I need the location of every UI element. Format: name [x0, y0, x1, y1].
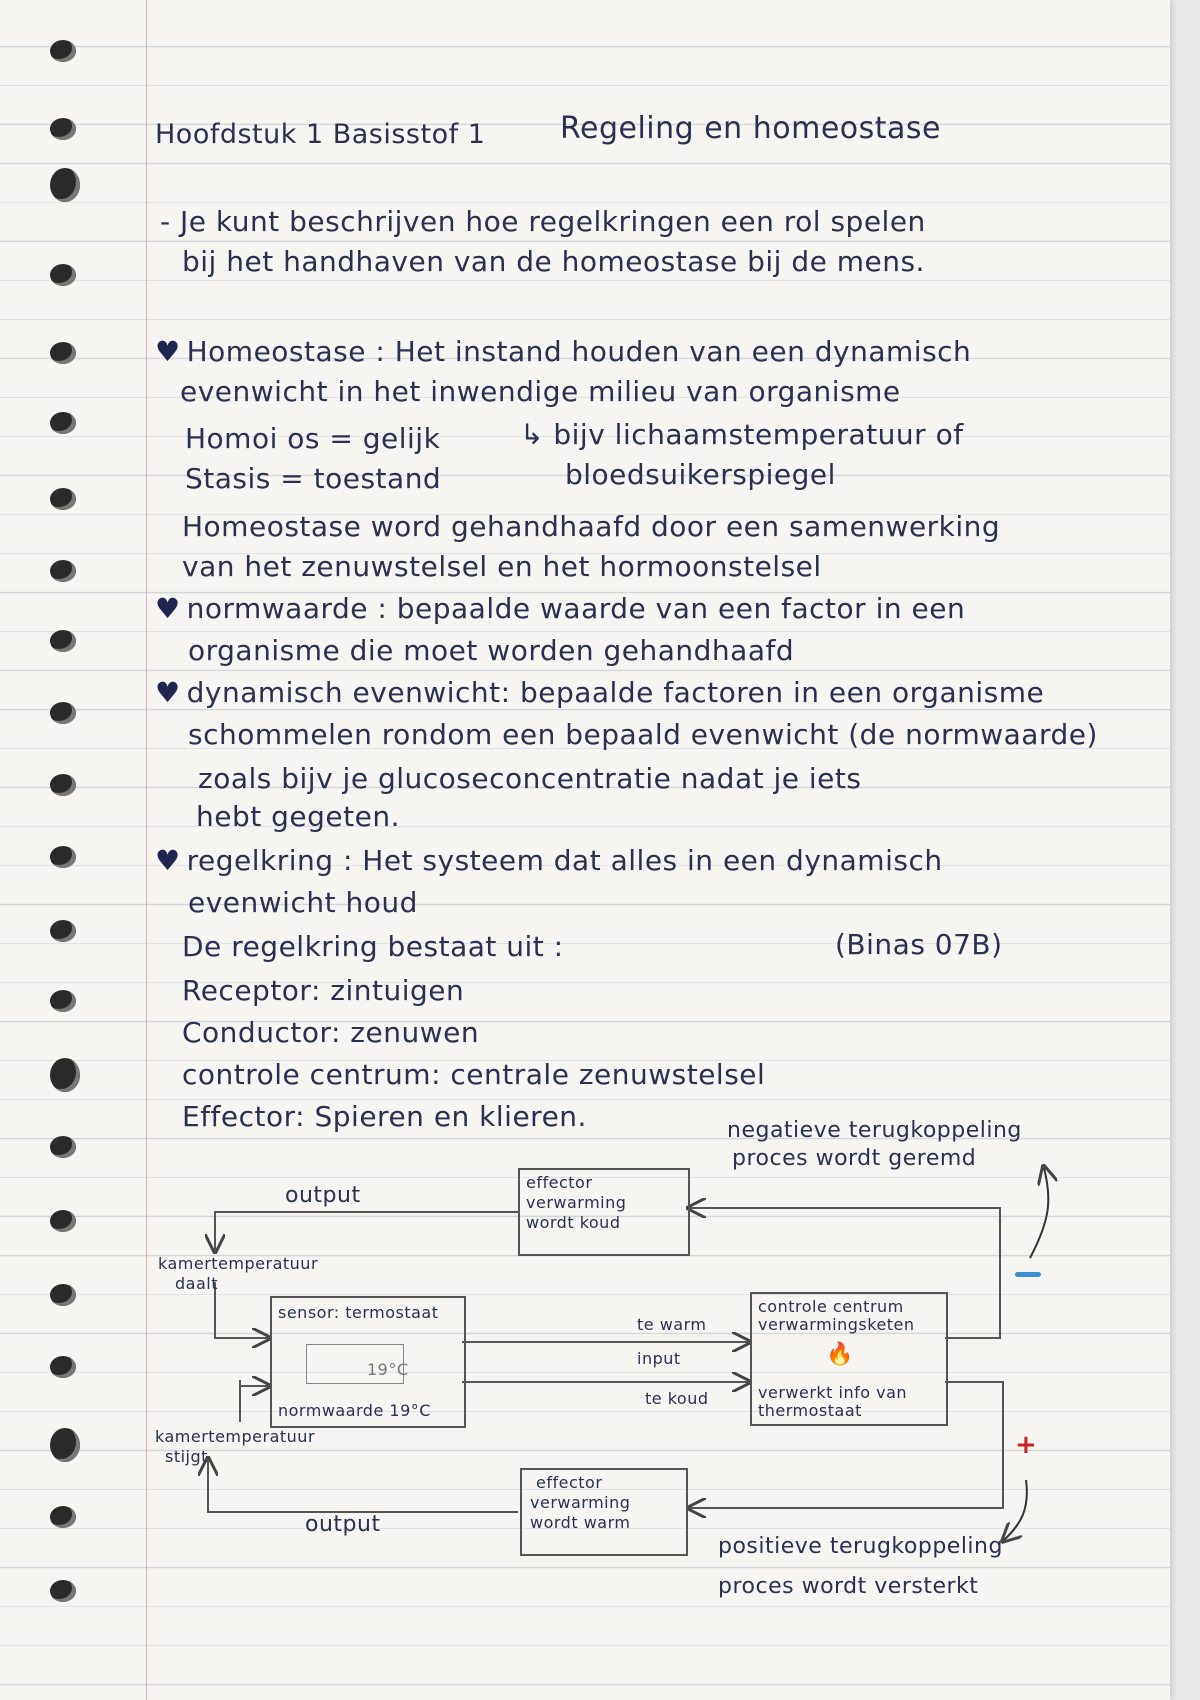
plus-sign: +	[1015, 1430, 1038, 1460]
control-center-device: verwarmingsketen	[758, 1315, 915, 1334]
thermostat-display	[306, 1344, 409, 1384]
heart-icon: ♥	[155, 335, 181, 368]
room-temp-falls-label-2: daalt	[175, 1274, 218, 1293]
control-center-process-2: thermostaat	[758, 1401, 862, 1420]
effector-bottom-device: verwarming	[530, 1493, 631, 1512]
heart-icon: ♥	[155, 676, 181, 709]
room-temp-rises-label-1: kamertemperatuur	[155, 1427, 316, 1446]
effector-line: Effector: Spieren en klieren.	[182, 1100, 587, 1133]
homeostase-definition: ♥ Homeostase : Het instand houden van een dynamisch	[155, 335, 972, 368]
regelkring-definition: ♥ regelkring : Het systeem dat alles in een dynamisch	[155, 844, 943, 877]
goal-line-2: bij het handhaven van de homeostase bij de mens.	[182, 245, 925, 278]
flame-icon: 🔥	[826, 1342, 854, 1367]
positive-feedback-sublabel: proces wordt versterkt	[718, 1574, 979, 1599]
sensor-title: sensor: termostaat	[278, 1303, 439, 1322]
stasis-line: Stasis = toestand	[185, 462, 442, 495]
example-line-1: ↳ bijv lichaamstemperatuur of	[520, 418, 964, 451]
output-top-label: output	[285, 1183, 361, 1208]
control-center-box	[750, 1292, 948, 1426]
sensor-thermostat-box	[270, 1296, 466, 1428]
dynamisch-definition: ♥ dynamisch evenwicht: bepaalde factoren in een organisme	[155, 676, 1045, 709]
homoios-line: Homoi os = gelijk	[185, 422, 441, 455]
bestaat-uit-line: De regelkring bestaat uit :	[182, 930, 564, 963]
control-center-title: controle centrum	[758, 1297, 904, 1316]
effector-bottom-state: wordt warm	[530, 1513, 631, 1532]
output-bottom-label: output	[305, 1512, 381, 1537]
effector-top-state: wordt koud	[526, 1213, 621, 1232]
room-temp-falls-label-1: kamertemperatuur	[158, 1254, 319, 1273]
minus-sign	[1015, 1272, 1041, 1277]
goal-line-1: - Je kunt beschrijven hoe regelkringen een rol spelen	[160, 205, 926, 238]
effector-bottom-box	[520, 1468, 688, 1556]
topic-heading: Regeling en homeostase	[560, 111, 941, 146]
normwaarde-definition-2: organisme die moet worden gehandhaafd	[188, 634, 795, 667]
thermostat-display-value: 19°C	[367, 1360, 409, 1379]
receptor-line: Receptor: zintuigen	[182, 974, 465, 1007]
effector-bottom-title: effector	[536, 1473, 603, 1492]
dynamisch-definition-4: hebt gegeten.	[196, 800, 400, 833]
too-cold-label: te koud	[645, 1389, 709, 1408]
conductor-line: Conductor: zenuwen	[182, 1016, 480, 1049]
binas-reference: (Binas 07B)	[835, 928, 1003, 961]
maintained-line-2: van het zenuwstelsel en het hormoonstelsel	[182, 550, 822, 583]
dynamisch-definition-3: zoals bijv je glucoseconcentratie nadat je iets	[198, 762, 862, 795]
input-label: input	[637, 1349, 681, 1368]
homeostase-definition-2: evenwicht in het inwendige milieu van organisme	[180, 375, 901, 408]
effector-top-box	[518, 1168, 690, 1256]
effector-top-device: verwarming	[526, 1193, 627, 1212]
controle-line: controle centrum: centrale zenuwstelsel	[182, 1058, 766, 1091]
negative-feedback-sublabel: proces wordt geremd	[732, 1146, 977, 1171]
heart-icon: ♥	[155, 844, 181, 877]
room-temp-rises-label-2: stijgt	[165, 1447, 208, 1466]
normwaarde-definition: ♥ normwaarde : bepaalde waarde van een factor in een	[155, 592, 966, 625]
too-warm-label: te warm	[637, 1315, 707, 1334]
regelkring-definition-2: evenwicht houd	[188, 886, 418, 919]
maintained-line-1: Homeostase word gehandhaafd door een samenwerking	[182, 510, 1001, 543]
chapter-heading: Hoofdstuk 1 Basisstof 1	[155, 119, 486, 150]
example-line-2: bloedsuikerspiegel	[565, 458, 836, 491]
effector-top-title: effector	[526, 1173, 593, 1192]
control-center-process-1: verwerkt info van	[758, 1383, 908, 1402]
negative-feedback-label: negatieve terugkoppeling	[727, 1118, 1022, 1143]
dynamisch-definition-2: schommelen rondom een bepaald evenwicht (de normwaarde)	[188, 718, 1098, 751]
heart-icon: ♥	[155, 592, 181, 625]
setpoint-label: normwaarde 19°C	[278, 1401, 431, 1420]
positive-feedback-label: positieve terugkoppeling	[718, 1534, 1003, 1559]
